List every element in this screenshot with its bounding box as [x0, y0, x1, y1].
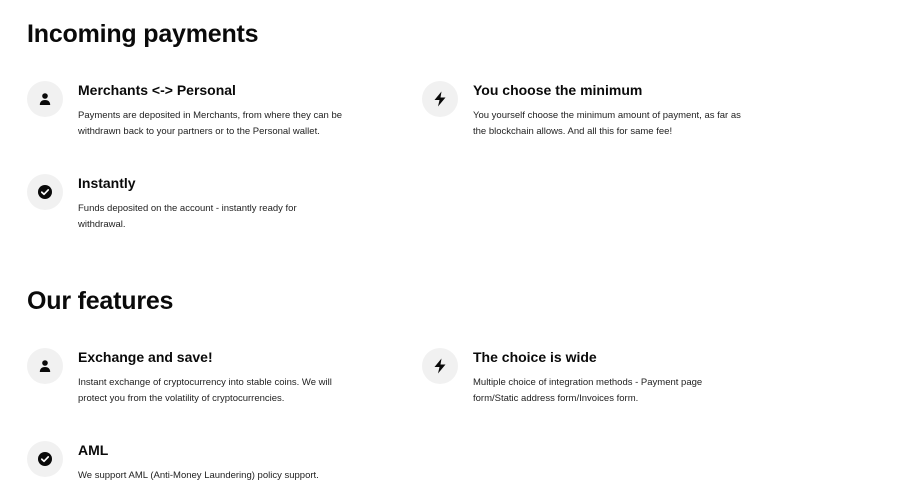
feature-description: Payments are deposited in Merchants, from where they can be withdrawn back to your partners or to the Personal wallet.: [78, 110, 343, 137]
feature-title: Merchants <-> Personal: [78, 82, 236, 98]
feature-title: AML: [78, 442, 109, 458]
user-icon: [27, 348, 63, 384]
feature-title: Exchange and save!: [78, 349, 213, 365]
check-circle-icon: [27, 174, 63, 210]
feature-description: Multiple choice of integration methods - Payment page form/Static address form/Invoices form.: [473, 377, 703, 404]
feature-description: We support AML (Anti-Money Laundering) policy support.: [78, 470, 319, 481]
feature-description: You yourself choose the minimum amount of payment, as far as the blockchain allows. And all this for same fee!: [473, 110, 741, 137]
feature-description: Funds deposited on the account - instantly ready for withdrawal.: [78, 203, 297, 230]
feature-title: Instantly: [78, 175, 136, 191]
user-icon: [27, 81, 63, 117]
feature-title: You choose the minimum: [473, 82, 643, 98]
check-circle-icon: [27, 441, 63, 477]
lightning-icon: [422, 81, 458, 117]
lightning-icon: [422, 348, 458, 384]
section-title-incoming-payments: Incoming payments: [27, 20, 259, 48]
feature-title: The choice is wide: [473, 349, 597, 365]
feature-description: Instant exchange of cryptocurrency into stable coins. We will protect you from the volatility of cryptocurrencies.: [78, 377, 332, 404]
section-title-our-features: Our features: [27, 287, 174, 315]
